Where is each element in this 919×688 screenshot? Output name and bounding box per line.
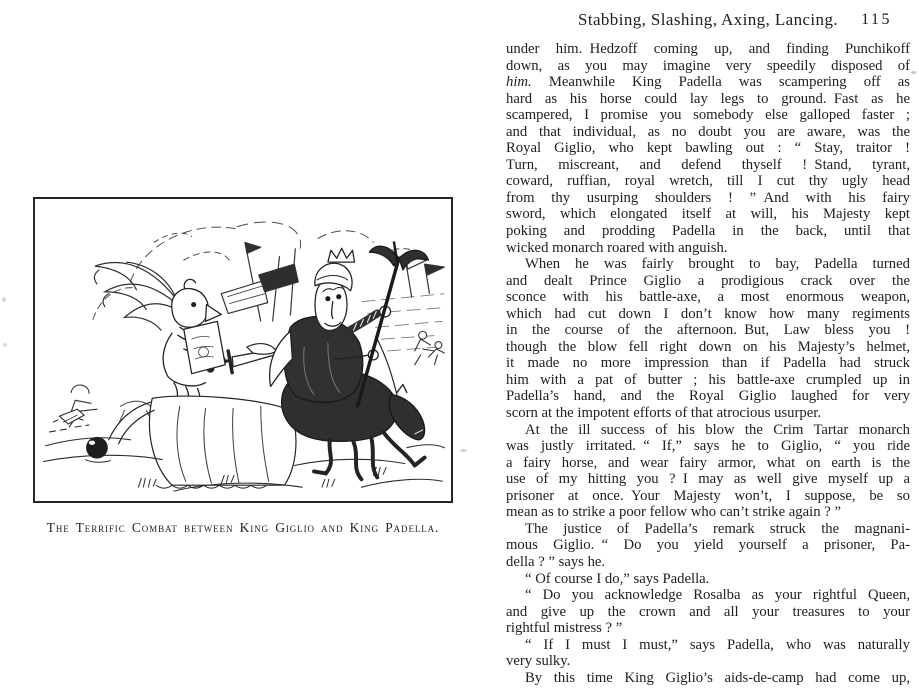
text-line: mean as to strike a poor fellow who can’t strike again ? ” [506, 504, 841, 521]
text-line: down, as you may imagine very speedily disposed of [506, 57, 910, 74]
text-line: and that individual, as no doubt you are aware, was the [506, 123, 910, 140]
scan-speck [3, 343, 7, 347]
text-line: By this time King Giglio’s aids-de-camp had come up, [525, 669, 910, 686]
text-line: When he was fairly brought to bay, Padella turned [525, 256, 910, 273]
scan-speck [911, 71, 916, 74]
running-head-title: Stabbing, Slashing, Axing, Lancing. [577, 10, 839, 29]
scan-speck [460, 449, 467, 452]
text-line: At the ill success of his blow the Crim Tartar monarch [525, 421, 910, 438]
text-line: scampered, I promise you somebody else galloped faster ; [506, 107, 910, 124]
cannonball [85, 437, 111, 462]
text-line: prisoner at once. Your Majesty won’t, I suppose, be so [506, 487, 910, 504]
text-line: della ? ” says he. [506, 553, 606, 570]
text-line: though the blow fell right down on his Majesty’s helmet, [506, 338, 910, 355]
text-line: was justly irritated. “ If,” says he to Giglio, “ you ride [506, 438, 910, 455]
text-line: sword, which elongated itself at will, his Majesty kept [506, 206, 910, 223]
illustration-caption: The Terrific Combat between King Giglio and King Padella. [46, 520, 440, 535]
text-line [506, 74, 910, 91]
text-line: mous Giglio. “ Do you yield yourself a prisoner, Pa- [506, 537, 910, 554]
text-line: him with a pat of butter ; his battle-axe crumpled up in [506, 371, 910, 388]
text-line: a fairy horse, and wear fairy armor, what on earth is the [506, 454, 910, 471]
text-line: use of my hitting you ? I may as well give myself up a [506, 471, 910, 488]
text-column [506, 41, 910, 686]
text-line: and dealt Prince Giglio a prodigious crack over the [506, 272, 910, 289]
text-line: under him. Hedzoff coming up, and finding Punchikoff [506, 41, 910, 57]
text-line: “ Do you acknowledge Rosalba as your rightful Queen, [525, 587, 910, 604]
text-line: scorn at the impotent efforts of that atrocious usurper. [506, 405, 822, 422]
text-line: and give up the crown and all your treasures to your [506, 603, 910, 620]
text-line: which had cut down I don’t know how many regiments [506, 305, 910, 322]
text-line: “ Of course I do,” says Padella. [525, 570, 710, 587]
text-line: in the course of the afternoon. But, Law bless you ! [506, 322, 910, 339]
text-line: Royal Giglio, who kept bawling out : “ Stay, traitor ! [506, 140, 910, 157]
text-line: coward, ruffian, royal wretch, till I cut thy ugly head [506, 173, 910, 190]
plate-frame [33, 197, 453, 503]
text-line: sconce with his battle-axe, a most enormous weapon, [506, 289, 910, 306]
text-line: it made no more impression than if Padella had struck [506, 355, 910, 372]
text-line: Padella’s hand, and the Royal Giglio laughed for very [506, 388, 910, 405]
text-line: wicked monarch roared with anguish. [506, 239, 728, 256]
text-line: poking and prodding Padella in the back, until that [506, 223, 910, 240]
text-line: The justice of Padella’s remark struck the magnani- [525, 520, 910, 537]
text-line: from thy usurping shoulders ! ” And with his fairy [506, 189, 910, 206]
text-line: “ If I must I must,” says Padella, who was naturally [525, 636, 910, 653]
running-head [506, 10, 910, 34]
page-number: 115 [861, 11, 892, 28]
text-line: Turn, miscreant, and defend thyself ! Stand, tyrant, [506, 156, 910, 173]
italic-word: him. [506, 74, 532, 91]
scan-speck [2, 297, 6, 302]
text-line: rightful mistress ? ” [506, 620, 623, 637]
combat-illustration [35, 199, 451, 501]
text-line: hard as his horse could lay legs to ground. Fast as he [506, 90, 910, 107]
text-line: very sulky. [506, 653, 571, 670]
line-text: Meanwhile King Padella was scampering off as [548, 74, 910, 91]
